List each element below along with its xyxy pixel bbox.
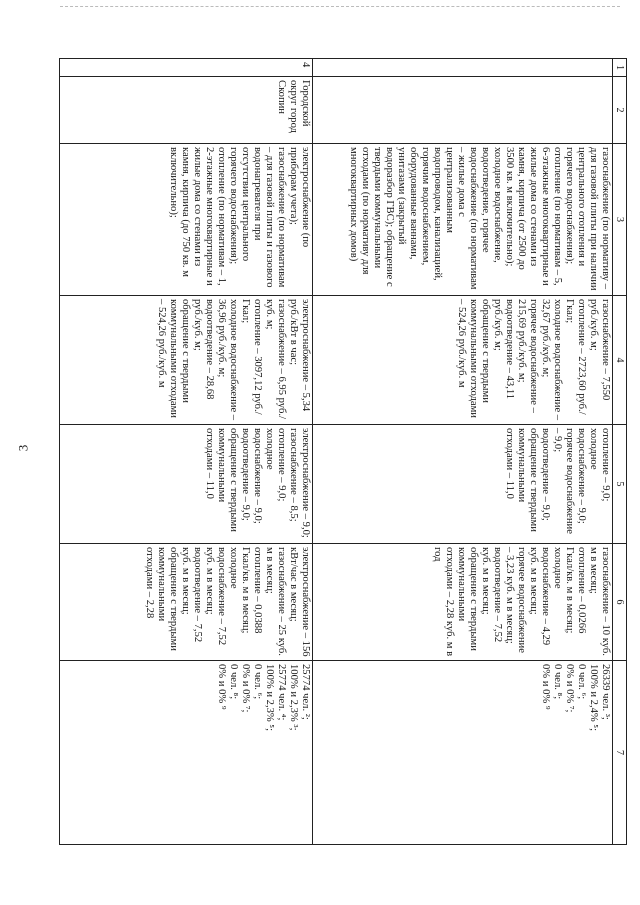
consumption-volumes-list: электроснабжение – 156 кВт/час в месяц; газоснабжение – 25 куб. м в месяц; отопление – 0,0388 Гкал/кв. м в месяц; холодное водоснабжение – 7,52 куб. м в месяц; водоотведение – 7,52 куб. м в месяц; обращение с твердыми коммунальными отходами – 2,28 <box>60 544 313 661</box>
column-number: 7 <box>613 661 627 845</box>
services-list: электроснабжение (по приборам учета); газоснабжение (по нормативам – для газовой плиты и газового водонагревателя при отсутствии центрального горячего водоснабжения); отопление (по нормативам – 1, 2-этажные многоквартирные и жилые дома со стенами из камня, кирпича (до 750 кв. м включительно); <box>60 144 313 296</box>
column-number: 4 <box>613 296 627 425</box>
region-name <box>313 77 613 144</box>
consumption-volumes-list: газоснабжение – 10 куб. м в месяц; отопление – 0,0266 Гкал/кв. м в месяц; холодное водоснабжение – 4,29 куб. м в месяц; горячее водоснабжение – 3,23 куб. м в месяц; водоотведение – 7,52 куб. м в месяц; обращение с твердыми коммунальными отходами – 2,28 куб. м в год <box>313 544 613 661</box>
table-row <box>60 59 313 845</box>
row-number <box>313 59 613 77</box>
column-number: 2 <box>613 77 627 144</box>
column-number: 3 <box>613 144 627 296</box>
growth-index-list: отопление – 9,0; холодное водоснабжение – 9,0; горячее водоснабжение – 9,0; водоотведение – 9,0; обращение с твердыми коммунальными отходами – 11,0 <box>313 425 613 544</box>
column-number: 6 <box>613 544 627 661</box>
tariff-table <box>59 58 627 845</box>
tariffs-list: электроснабжение – 5,34 руб./кВт в час; газоснабжение – 6,95 руб./куб. м; отопление – 3097,12 руб./Гкал; холодное водоснабжение – 36,96 руб./куб. м; водоотведение – 28,68 руб./куб. м; обращение с твердыми коммунальными отходами – 524,26 руб./куб. м <box>60 296 313 425</box>
population-share-list: 26339 чел. ³; 100% и 2,4% ⁵; 0 чел. ⁶; 0% и 0% ⁷; 0 чел. ⁸; 0% и 0% ⁹ <box>313 661 613 845</box>
column-numbers-row <box>613 59 627 845</box>
tariffs-list: газоснабжение – 7,550 руб./куб. м; отопление – 2723,60 руб./Гкал; холодное водоснабжение – 32,67 руб./куб. м; горячее водоснабжение – 215,69 руб./куб. м; водоотведение – 43,11 руб./куб. м; обращение с твердыми коммунальными отходами – 524,26 руб./куб. м <box>313 296 613 425</box>
region-name: Городской округ город Скопин <box>60 77 313 144</box>
services-list: газоснабжение (по нормативу – для газовой плиты при наличии центрального отопления и горячего водоснабжения); отопление (по нормативам – 5, 6-этажные многоквартирные и жилые дома со стенами из камня, кирпича (от 2500 до 3500 кв. м включительно); холодное водоснабжение, водоотведение, горячее водоснабжение (по нормативам – жилые дома с централизованным водопроводом, канализацией, горячим водоснабжением, оборудованные ваннами, унитазами (закрытый водоразбор ГВС); обращение с твердыми коммунальными отходами (по нормативу для многоквартирных домов) <box>313 144 613 296</box>
top-dashed-line <box>60 6 620 7</box>
row-number: 4 <box>60 59 313 77</box>
column-number: 1 <box>613 59 627 77</box>
table-row <box>313 59 613 845</box>
population-share-list: 25774 чел. ²; 100% и 2,3% ³; 25774 чел. ⁴; 100% и 2,3% ⁵; 0 чел. ⁶; 0% и 0% ⁷; 0 чел. ⁸; 0% и 0% ⁹ <box>60 661 313 845</box>
rotated-table-container <box>59 58 627 844</box>
growth-index-list: электроснабжение – 9,0; газоснабжение – 8,5; отопление – 9,0; холодное водоснабжение – 9,0; водоотведение – 9,0; обращение с твердыми коммунальными отходами – 11,0 <box>60 425 313 544</box>
page-number: 3 <box>15 444 31 452</box>
column-number: 5 <box>613 425 627 544</box>
